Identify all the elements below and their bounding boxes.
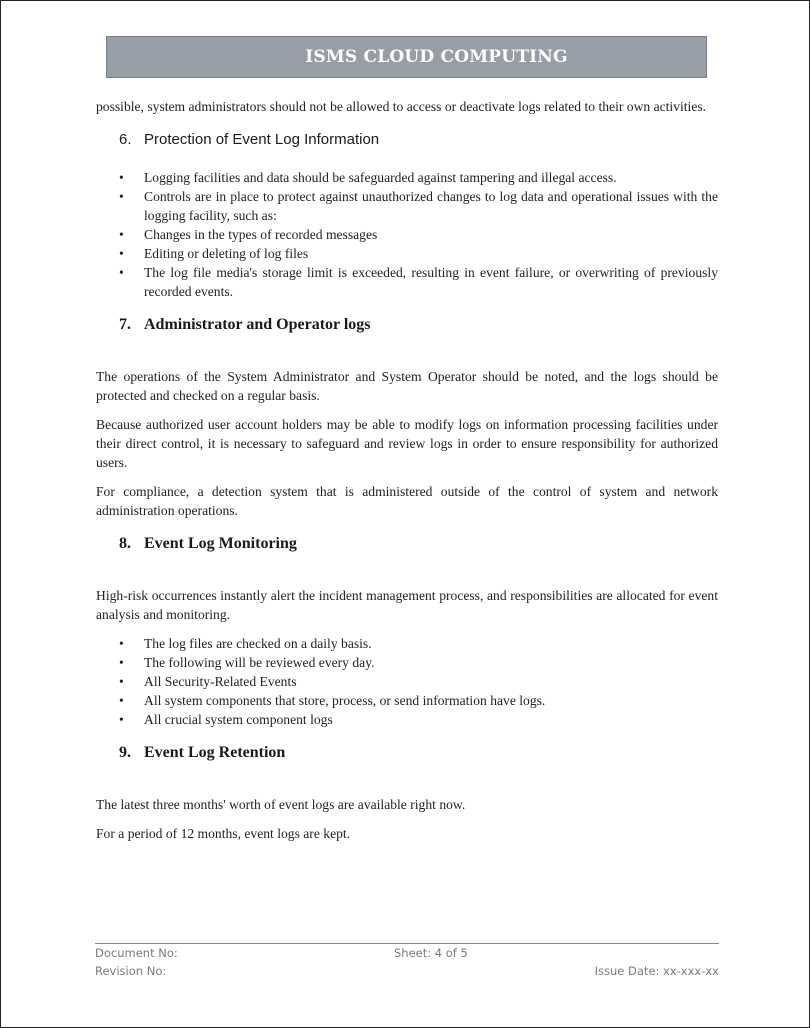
list-item [96, 187, 718, 225]
section-heading-6 [96, 130, 718, 149]
footer-row-1 [95, 944, 719, 962]
header-banner [106, 36, 707, 78]
section-title: Protection of Event Log Information [144, 131, 380, 148]
paragraph: For compliance, a detection system that is administered outside of the control of system and network administration operations. [96, 484, 718, 518]
document-title: ISMS CLOUD COMPUTING [305, 47, 568, 67]
section-number: 9. [119, 744, 131, 761]
bullet-icon: • [119, 227, 124, 242]
list-item-text: The following will be reviewed every day. [144, 655, 375, 670]
bullet-icon: • [119, 693, 124, 708]
list-item [96, 634, 718, 653]
section-6-bullet-list [96, 168, 718, 301]
list-item-text: The log files are checked on a daily basis. [144, 636, 372, 651]
document-body [96, 97, 718, 853]
bullet-icon: • [119, 246, 124, 261]
paragraph: High-risk occurrences instantly alert the incident management process, and responsibilities are allocated for event analysis and monitoring. [96, 588, 718, 622]
paragraph: Because authorized user account holders may be able to modify logs on information processing facilities under their direct control, it is necessary to safeguard and review logs in order to ensure responsibility for authorized users. [96, 417, 718, 470]
bullet-icon: • [119, 265, 124, 280]
list-item [96, 244, 718, 263]
section-8-bullet-list [96, 634, 718, 729]
paragraph: For a period of 12 months, event logs are kept. [96, 826, 351, 841]
section-heading-7 [96, 315, 718, 334]
sheet-number: Sheet: 4 of 5 [394, 946, 468, 960]
list-item [96, 691, 718, 710]
list-item [96, 672, 718, 691]
revision-number-label: Revision No: [95, 964, 167, 978]
list-item-text: Controls are in place to protect against unauthorized changes to log data and operational issues with the logging facility, such as: [144, 189, 718, 223]
bullet-icon: • [119, 655, 124, 670]
list-item [96, 710, 718, 729]
intro-continuation: possible, system administrators should not be allowed to access or deactivate logs related to their own activities. [96, 99, 707, 114]
list-item-text: Changes in the types of recorded messages [144, 227, 378, 242]
section-title: Event Log Monitoring [144, 535, 297, 552]
list-item-text: All Security-Related Events [144, 674, 297, 689]
list-item-text: Logging facilities and data should be safeguarded against tampering and illegal access. [144, 170, 617, 185]
bullet-icon: • [119, 170, 124, 185]
page-footer [95, 943, 719, 980]
bullet-icon: • [119, 189, 124, 204]
list-item-text: All crucial system component logs [144, 712, 333, 727]
section-number: 6. [119, 131, 132, 148]
list-item [96, 653, 718, 672]
list-item [96, 225, 718, 244]
list-item [96, 168, 718, 187]
section-number: 7. [119, 316, 131, 333]
paragraph: The latest three months' worth of event logs are available right now. [96, 797, 466, 812]
bullet-icon: • [119, 636, 124, 651]
section-title: Administrator and Operator logs [144, 316, 371, 333]
footer-row-2 [95, 962, 719, 980]
document-number-label: Document No: [95, 946, 178, 960]
issue-date: Issue Date: xx-xxx-xx [594, 964, 719, 978]
paragraph: The operations of the System Administrator and System Operator should be noted, and the logs should be protected and checked on a regular basis. [96, 369, 718, 403]
bullet-icon: • [119, 674, 124, 689]
list-item-text: Editing or deleting of log files [144, 246, 309, 261]
section-number: 8. [119, 535, 131, 552]
section-title: Event Log Retention [144, 744, 286, 761]
list-item-text: The log file media's storage limit is exceeded, resulting in event failure, or overwriting of previously recorded events. [144, 265, 718, 299]
list-item-text: All system components that store, process, or send information have logs. [144, 693, 546, 708]
list-item [96, 263, 718, 301]
section-heading-9 [96, 743, 718, 762]
bullet-icon: • [119, 712, 124, 727]
section-heading-8 [96, 534, 718, 553]
